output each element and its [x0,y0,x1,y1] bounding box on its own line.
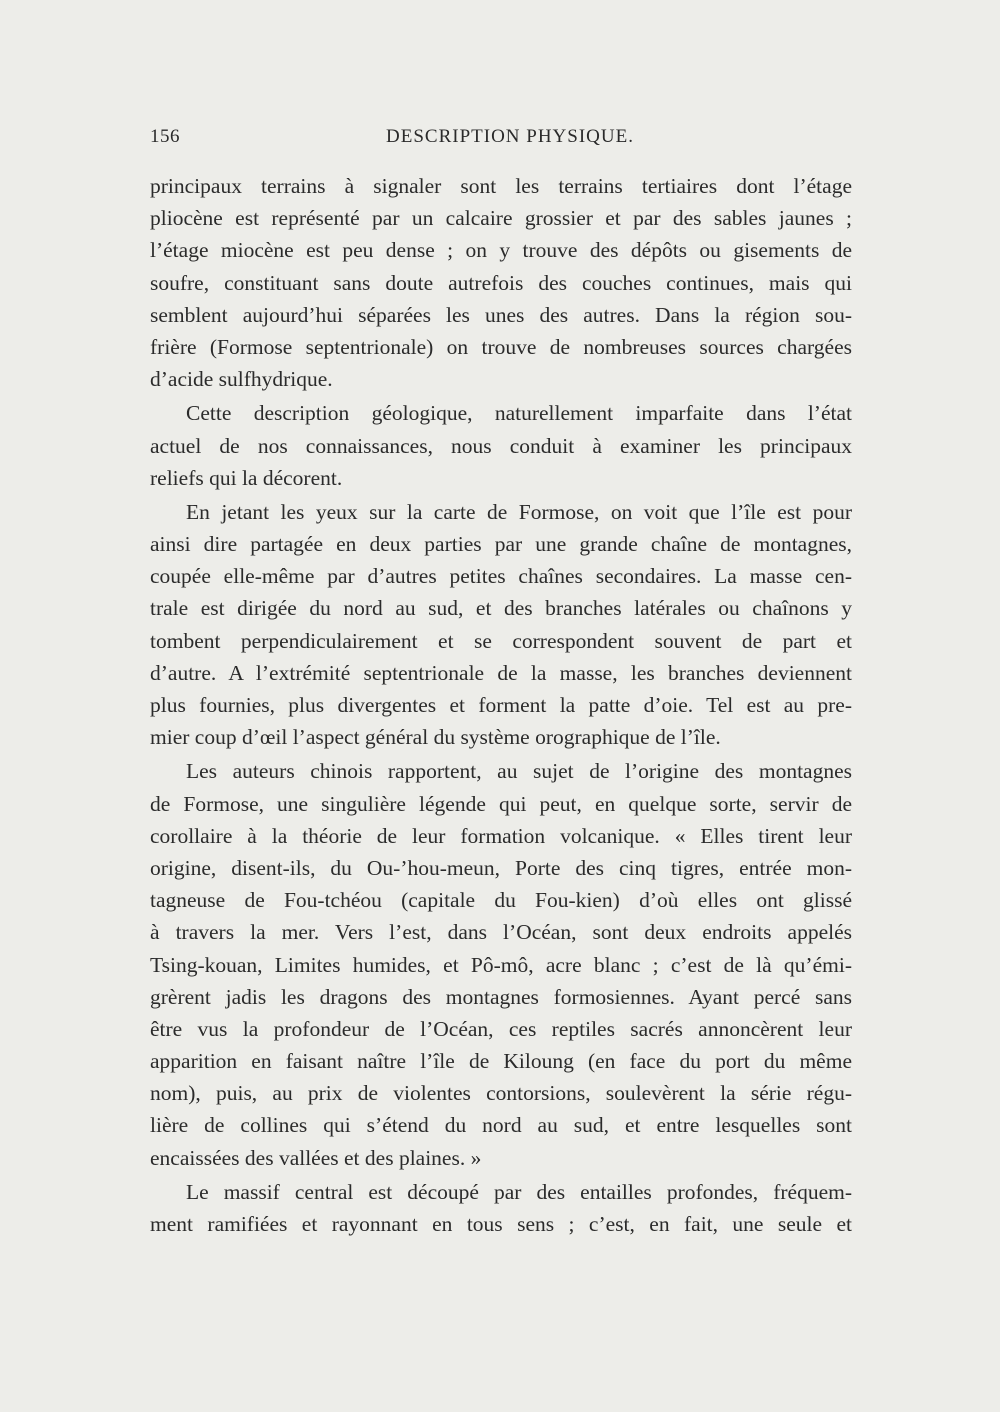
text-line: encaissées des vallées et des plaines. » [150,1145,482,1170]
text-line: ainsi dire partagée en deux parties par une grande chaîne de montagnes, [150,532,852,557]
page-header [150,126,850,156]
paragraph [150,397,852,494]
text-line: trale est dirigée du nord au sud, et des branches latérales ou chaînons y [150,596,852,621]
text-line: lière de collines qui s’étend du nord au sud, et entre lesquelles sont [150,1113,852,1138]
text-line: d’autre. A l’extrémité septentrionale de la masse, les branches deviennent [150,660,852,685]
text-line: l’étage miocène est peu dense ; on y trouve des dépôts ou gisements de [150,238,852,263]
text-line: tagneuse de Fou-tchéou (capitale du Fou-kien) d’où elles ont glissé [150,888,852,913]
text-line: semblent aujourd’hui séparées les unes des autres. Dans la région sou- [150,302,852,327]
text-line: frière (Formose septentrionale) on trouve de nombreuses sources chargées [150,334,852,359]
text-line: de Formose, une singulière légende qui peut, en quelque sorte, servir de [150,791,852,816]
text-line: reliefs qui la décorent. [150,465,343,490]
text-line: être vus la profondeur de l’Océan, ces reptiles sacrés annoncèrent leur [150,1016,852,1041]
text-line: corollaire à la théorie de leur formation volcanique. « Elles tirent leur [150,823,852,848]
text-line: apparition en faisant naître l’île de Kiloung (en face du port du même [150,1049,852,1074]
text-line: principaux terrains à signaler sont les terrains tertiaires dont l’étage [150,174,852,198]
running-title: DESCRIPTION PHYSIQUE. [386,126,634,147]
text-line: nom), puis, au prix de violentes contorsions, soulevèrent la série régu- [150,1081,852,1106]
text-line: actuel de nos connaissances, nous conduit à examiner les principaux [150,433,852,458]
text-line: d’acide sulfhydrique. [150,367,333,392]
paragraph [150,755,852,1173]
text-line: pliocène est représenté par un calcaire grossier et par des sables jaunes ; [150,206,852,231]
text-line: mier coup d’œil l’aspect général du système orographique de l’île. [150,725,721,750]
text-line: Cette description géologique, naturellement imparfaite dans l’état [186,401,852,426]
text-line: Tsing-kouan, Limites humides, et Pô-mô, acre blanc ; c’est de là qu’émi- [150,952,852,977]
text-line: ment ramifiées et rayonnant en tous sens ; c’est, en fait, une seule et [150,1212,852,1236]
paragraph [150,170,852,395]
paragraph [150,1176,852,1240]
text-line: coupée elle-même par d’autres petites chaînes secondaires. La masse cen- [150,564,852,589]
text-line: grèrent jadis les dragons des montagnes formosiennes. Ayant percé sans [150,984,852,1009]
body-text [150,170,852,1242]
text-line: origine, disent-ils, du Ou-’hou-meun, Porte des cinq tigres, entrée mon- [150,855,852,880]
text-line: Les auteurs chinois rapportent, au sujet de l’origine des montagnes [186,759,852,784]
paragraph [150,496,852,754]
text-line: plus fournies, plus divergentes et forment la patte d’oie. Tel est au pre- [150,693,852,717]
text-line: En jetant les yeux sur la carte de Formose, on voit que l’île est pour [186,499,852,524]
text-line: tombent perpendiculairement et se correspondent souvent de part et [150,628,852,653]
text-line: à travers la mer. Vers l’est, dans l’Océan, sont deux endroits appelés [150,920,852,945]
page-number: 156 [150,126,180,147]
text-line: Le massif central est découpé par des entailles profondes, fréquem- [186,1179,852,1204]
text-line: soufre, constituant sans doute autrefois des couches continues, mais qui [150,270,852,295]
